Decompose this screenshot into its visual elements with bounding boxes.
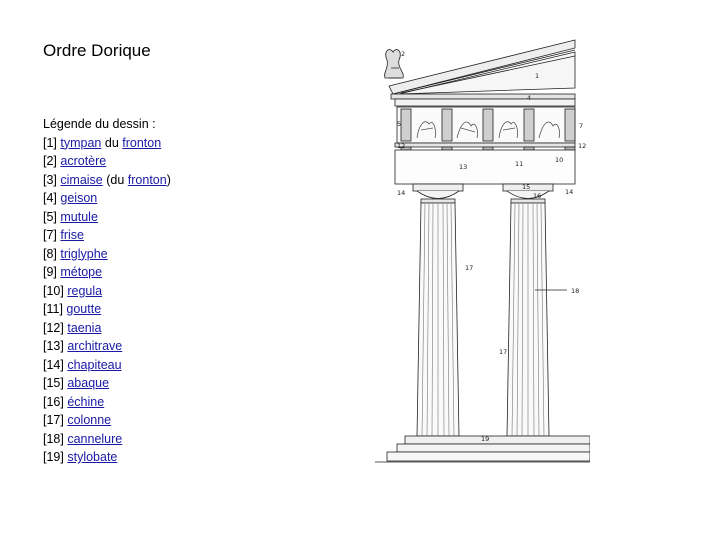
- legend-number: [3]: [43, 172, 57, 187]
- label-14-right: 14: [565, 188, 574, 196]
- legend-item: [43, 356, 171, 375]
- legend-item: [43, 448, 171, 467]
- legend-number: [2]: [43, 154, 57, 168]
- label-7: 7: [579, 122, 584, 130]
- legend-term-link[interactable]: stylobate: [67, 450, 118, 464]
- legend-text: (du: [102, 172, 128, 187]
- label-17-upper: 17: [465, 264, 474, 272]
- legend-term-link[interactable]: colonne: [67, 413, 112, 427]
- legend-term-link[interactable]: regula: [67, 283, 103, 298]
- label-13: 13: [459, 163, 468, 171]
- legend-item: [43, 282, 171, 301]
- label-18: 18: [571, 287, 580, 295]
- legend-item: [43, 374, 171, 393]
- legend-item: [43, 152, 171, 171]
- label-14-left: 14: [397, 189, 406, 197]
- legend-term-link[interactable]: échine: [67, 394, 105, 409]
- legend-item: [43, 208, 171, 227]
- legend-term-link[interactable]: fronton: [127, 172, 167, 187]
- legend-item: [43, 393, 171, 412]
- legend-number: [14]: [43, 357, 64, 372]
- legend-text: du: [101, 135, 123, 150]
- legend-term-link[interactable]: cannelure: [67, 431, 123, 446]
- doric-order-drawing: [375, 38, 590, 466]
- legend-number: [1]: [43, 135, 57, 150]
- label-15: 15: [522, 183, 531, 191]
- legend-item: [43, 337, 171, 356]
- legend-term-link[interactable]: métope: [60, 265, 103, 279]
- legend-item: [43, 319, 171, 338]
- legend-term-link[interactable]: architrave: [67, 339, 123, 353]
- legend-heading: Légende du dessin :: [43, 117, 156, 131]
- legend-term-link[interactable]: triglyphe: [60, 246, 108, 261]
- label-16: 16: [533, 192, 542, 200]
- legend-term-link[interactable]: geison: [60, 191, 98, 205]
- legend-number: [12]: [43, 320, 64, 335]
- label-11: 11: [515, 160, 524, 168]
- legend-number: [16]: [43, 394, 64, 409]
- legend-term-link[interactable]: cimaise: [60, 172, 103, 187]
- legend-item: [43, 263, 171, 282]
- legend-item: [43, 300, 171, 319]
- label-1: 1: [535, 72, 540, 80]
- legend-term-link[interactable]: fronton: [122, 135, 162, 150]
- legend-number: [10]: [43, 283, 64, 298]
- legend-term-link[interactable]: goutte: [66, 302, 102, 316]
- legend-item: [43, 171, 171, 190]
- legend-text: ): [166, 172, 171, 187]
- legend-number: [19]: [43, 450, 64, 464]
- legend: [43, 115, 171, 467]
- legend-term-link[interactable]: acrotère: [60, 154, 107, 168]
- legend-number: [11]: [43, 302, 63, 316]
- label-17-lower: 17: [499, 348, 508, 356]
- label-12-left: 12: [397, 142, 406, 150]
- legend-term-link[interactable]: abaque: [67, 376, 110, 390]
- legend-number: [18]: [43, 431, 64, 446]
- label-10: 10: [555, 156, 564, 164]
- legend-item: [43, 245, 171, 264]
- legend-number: [8]: [43, 246, 57, 261]
- legend-item: [43, 430, 171, 449]
- label-2: 2: [401, 50, 406, 58]
- legend-number: [7]: [43, 228, 57, 242]
- label-5: 5: [397, 120, 402, 128]
- legend-item: [43, 189, 171, 208]
- legend-list: [43, 134, 171, 467]
- legend-term-link[interactable]: frise: [60, 228, 85, 242]
- legend-number: [5]: [43, 209, 57, 224]
- legend-number: [15]: [43, 376, 64, 390]
- legend-term-link[interactable]: chapiteau: [67, 357, 122, 372]
- legend-item: [43, 226, 171, 245]
- legend-number: [9]: [43, 265, 57, 279]
- legend-term-link[interactable]: mutule: [60, 209, 98, 224]
- label-12-right: 12: [578, 142, 587, 150]
- legend-term-link[interactable]: tympan: [60, 135, 102, 150]
- legend-number: [4]: [43, 191, 57, 205]
- legend-item: [43, 134, 171, 153]
- label-4: 4: [527, 94, 532, 102]
- label-19: 19: [481, 435, 490, 443]
- legend-number: [13]: [43, 339, 64, 353]
- legend-item: [43, 411, 171, 430]
- legend-number: [17]: [43, 413, 64, 427]
- legend-term-link[interactable]: taenia: [67, 320, 102, 335]
- slide-title: Ordre Dorique: [43, 41, 151, 60]
